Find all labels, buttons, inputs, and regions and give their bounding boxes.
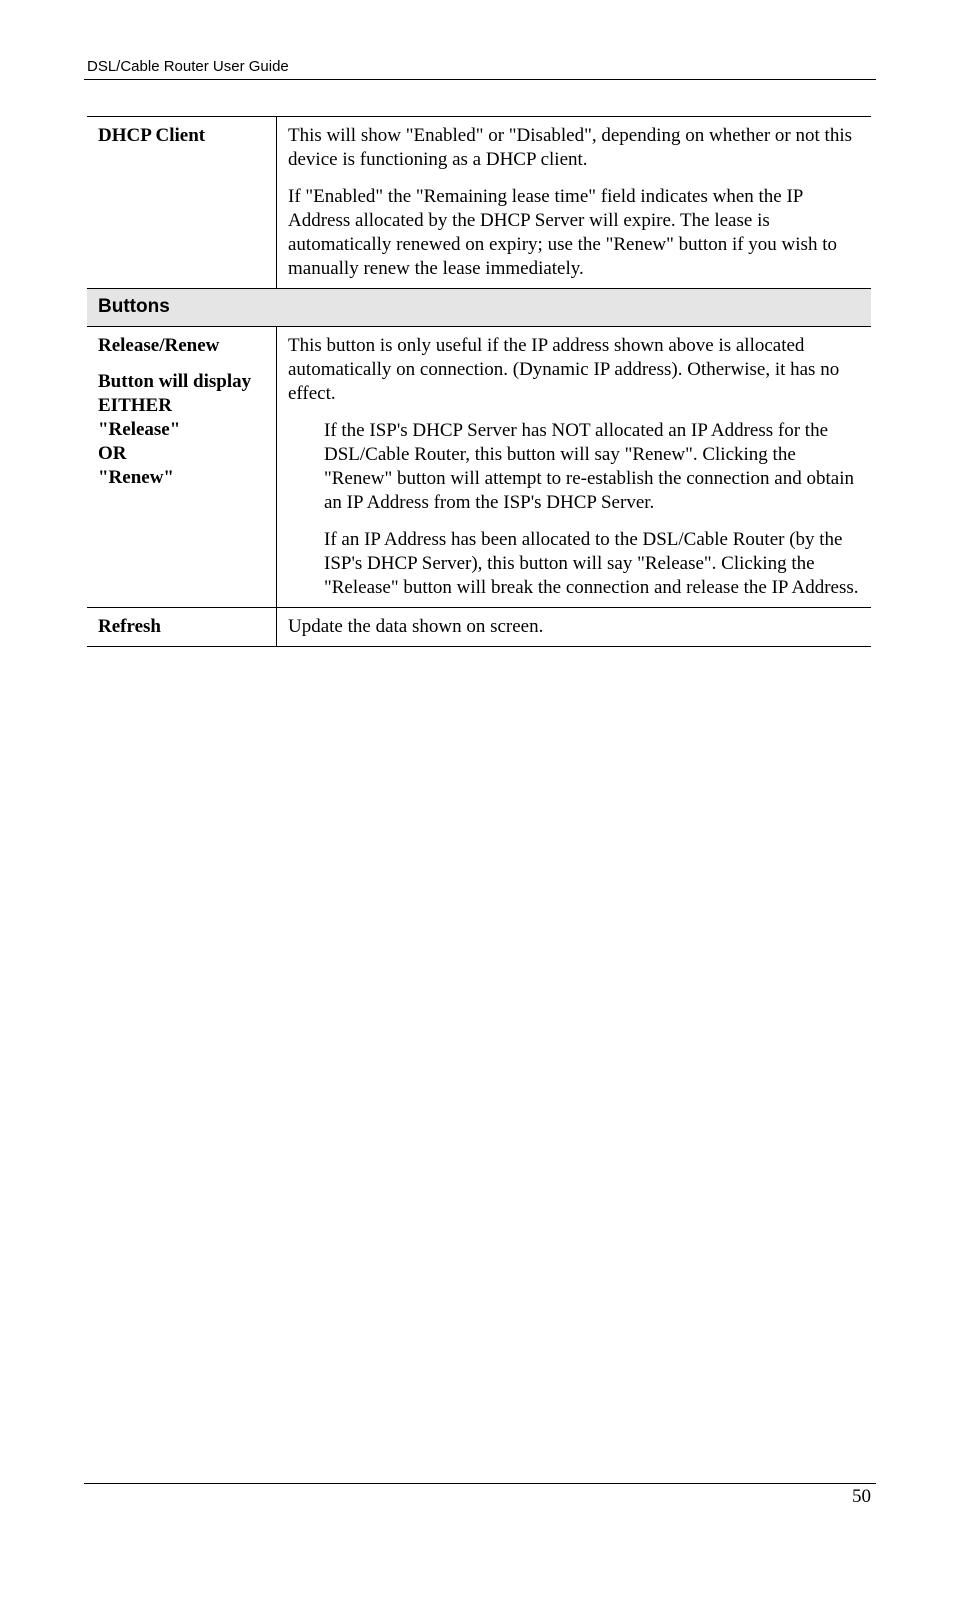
row-label-note-line: Button will display [98, 371, 252, 392]
row-label-title: Release/Renew [98, 335, 220, 356]
footer-divider [84, 1483, 876, 1484]
description-paragraph: This will show "Enabled" or "Disabled", depending on whether or not this device is functioning as a DHCP client. [288, 125, 852, 170]
page-number: 50 [852, 1486, 871, 1507]
section-title: Buttons [87, 289, 871, 327]
row-label-note-line: OR [98, 443, 127, 464]
row-label-note-line: "Renew" [98, 467, 174, 488]
row-label-refresh: Refresh [87, 608, 277, 647]
row-description-refresh [277, 608, 872, 647]
description-paragraph-indented: If the ISP's DHCP Server has NOT allocated an IP Address for the DSL/Cable Router, this button will say "Renew". Clicking the "Renew" button will attempt to re-establish the connection and obtain an IP Address from the ISP's DHCP Server. [324, 420, 854, 513]
row-label-note [98, 370, 266, 490]
running-header: DSL/Cable Router User Guide [87, 58, 289, 75]
description-paragraph: This button is only useful if the IP address shown above is allocated automatically on connection. (Dynamic IP address). Otherwise, it has no effect. [288, 335, 840, 404]
settings-table [87, 116, 871, 647]
row-label-dhcp-client: DHCP Client [87, 117, 277, 289]
description-paragraph-indented: If an IP Address has been allocated to the DSL/Cable Router (by the ISP's DHCP Server), this button will say "Release". Clicking the "Release" button will break the connection and release the IP Address. [324, 529, 859, 598]
section-header-buttons [87, 289, 871, 327]
description-paragraph: If "Enabled" the "Remaining lease time" field indicates when the IP Address allocated by the DHCP Server will expire. The lease is automatically renewed on expiry; use the "Renew" button if you wish to manually renew the lease immediately. [288, 186, 837, 279]
table-row-refresh [87, 608, 871, 647]
header-divider [84, 79, 876, 80]
description-paragraph: Update the data shown on screen. [288, 616, 544, 637]
table-row-dhcp-client [87, 117, 871, 289]
row-label-note-line: "Release" [98, 419, 181, 440]
row-label-release-renew [87, 327, 277, 608]
table-row-release-renew [87, 327, 871, 608]
row-label-note-line: EITHER [98, 395, 172, 416]
row-description-release-renew [277, 327, 872, 608]
row-description-dhcp-client [277, 117, 872, 289]
